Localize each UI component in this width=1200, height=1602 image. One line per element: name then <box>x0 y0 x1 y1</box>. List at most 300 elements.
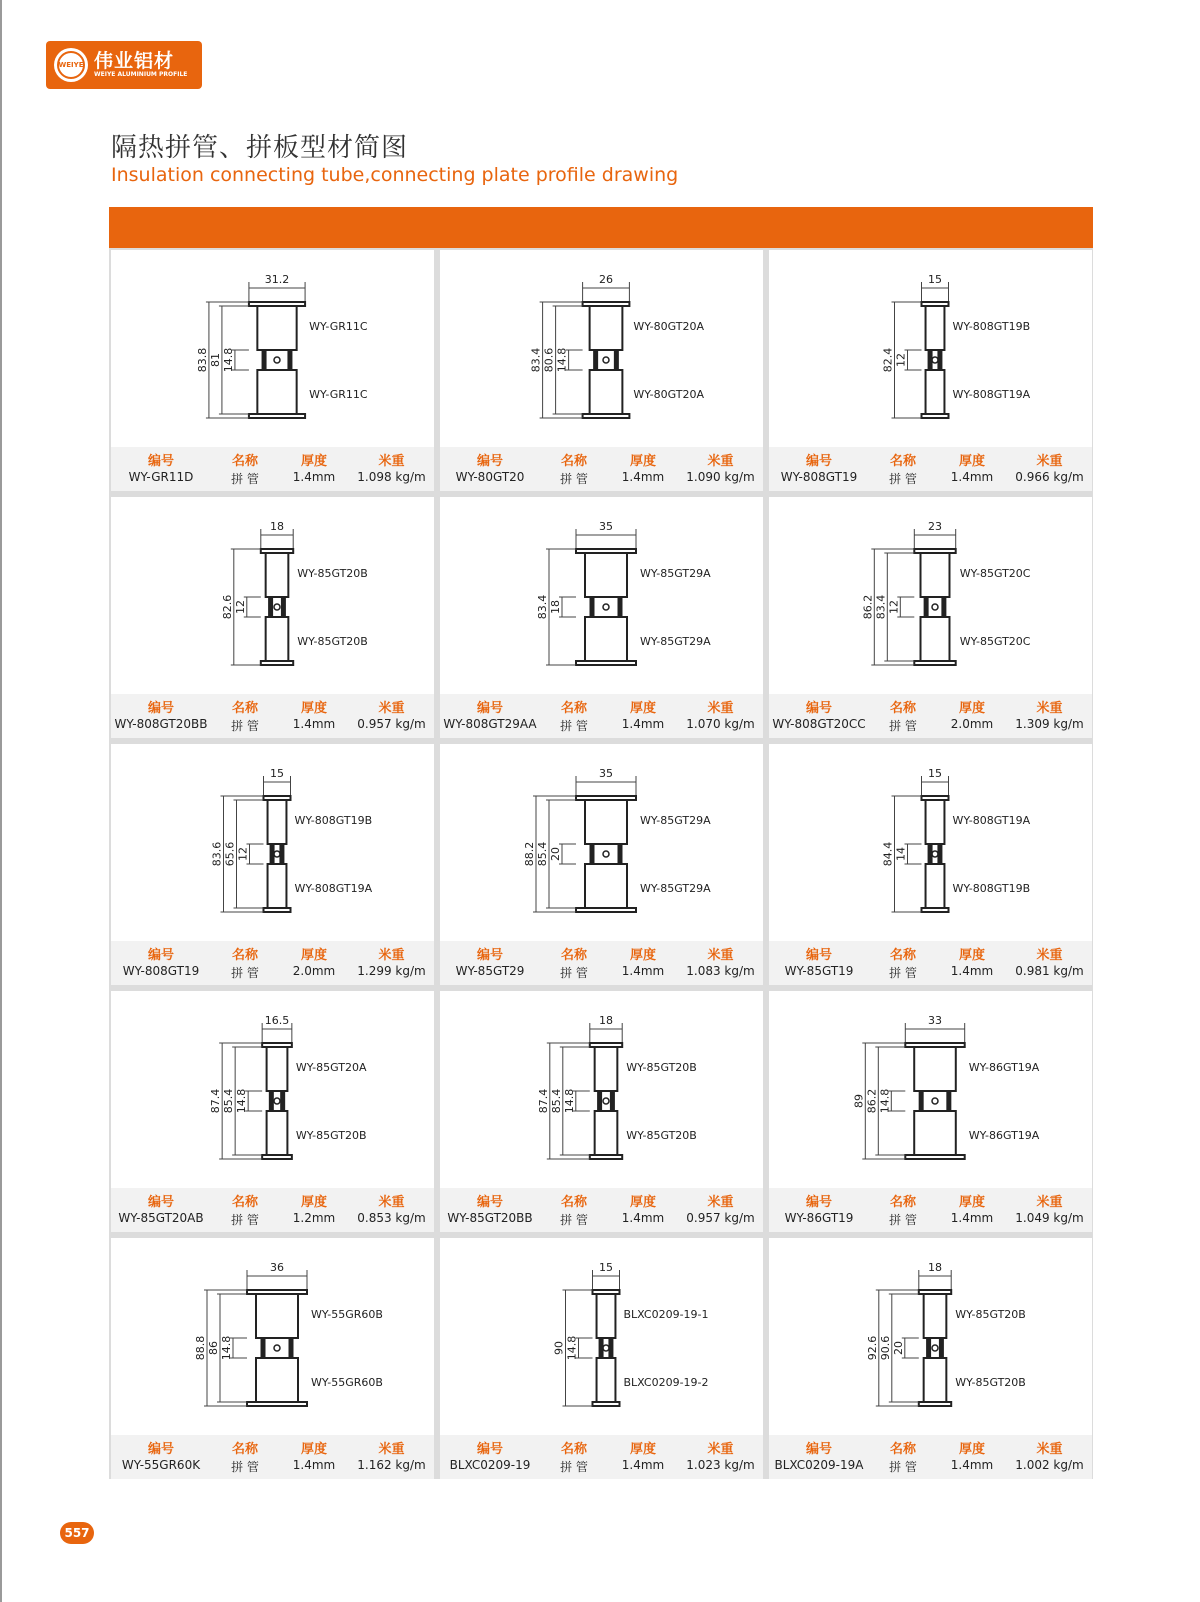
spec-name <box>869 941 937 985</box>
height-dimension-label: 86 <box>207 1341 220 1355</box>
spec-value-name: 拼 管 <box>560 1460 588 1474</box>
profile-upper-chamber <box>256 1294 298 1338</box>
height-dimension-label: 83.6 <box>210 841 224 867</box>
spec-label-weight: 米重 <box>707 454 734 469</box>
profile-drawing <box>111 250 434 447</box>
spec-value-thickness: 2.0mm <box>950 717 994 731</box>
spec-value-name: 拼 管 <box>889 472 917 486</box>
spec-label-weight: 米重 <box>1036 948 1063 963</box>
top-part-label: WY-808GT19B <box>952 320 1031 333</box>
spec-code <box>769 447 869 491</box>
profile-bottom-flange <box>576 908 636 912</box>
profile-lower-chamber <box>595 1111 618 1155</box>
thermal-break-strip <box>614 350 619 370</box>
spec-label-thickness: 厚度 <box>629 701 656 716</box>
spec-value-thickness: 1.4mm <box>621 964 665 978</box>
spec-value-name: 拼 管 <box>560 966 588 980</box>
bottom-part-label: BLXC0209-19-2 <box>623 1376 709 1389</box>
thermal-break-strip <box>590 844 595 864</box>
spec-code <box>111 941 211 985</box>
product-card <box>440 744 763 985</box>
spec-value-code: WY-808GT29AA <box>443 717 537 731</box>
spec-thickness <box>279 447 349 491</box>
spec-value-thickness: 1.4mm <box>292 1458 336 1472</box>
thermal-break-strip <box>281 597 286 617</box>
thermal-break-strip <box>287 350 292 370</box>
height-dimension-label: 12 <box>887 600 901 614</box>
spec-label-weight: 米重 <box>1036 701 1063 716</box>
profile-lower-chamber <box>256 1358 298 1402</box>
spec-value-weight: 1.049 kg/m <box>1015 1211 1084 1225</box>
spec-name <box>211 694 279 738</box>
profile-bottom-flange <box>576 661 636 665</box>
brand-name-cn: 伟业铝材 <box>94 50 175 72</box>
height-dimension-label: 20 <box>549 847 562 861</box>
spec-thickness <box>937 941 1007 985</box>
spec-value-weight: 0.957 kg/m <box>686 1211 755 1225</box>
brand-name-en: WEIYE ALUMINIUM PROFILE <box>94 71 188 78</box>
spec-label-name: 名称 <box>231 1195 258 1210</box>
spec-code <box>769 694 869 738</box>
profile-lower-chamber <box>597 1358 616 1402</box>
spec-label-thickness: 厚度 <box>958 701 985 716</box>
profile-lower-chamber <box>257 370 296 414</box>
spec-value-code: WY-85GT29 <box>455 964 525 978</box>
spec-value-code: WY-808GT19 <box>122 964 200 978</box>
spec-weight <box>349 447 434 491</box>
profile-bottom-flange <box>590 1155 622 1159</box>
spec-label-code: 编号 <box>805 701 832 716</box>
profile-bottom-flange <box>919 1402 951 1406</box>
profile-lower-chamber <box>585 617 627 661</box>
spec-label-weight: 米重 <box>1036 1195 1063 1210</box>
top-part-label: WY-85GT20C <box>959 567 1031 580</box>
height-dimension-label: 14.8 <box>221 347 235 373</box>
spec-value-code: WY-55GR60K <box>121 1458 201 1472</box>
spec-label-name: 名称 <box>231 701 258 716</box>
height-dimension-label: 14.8 <box>235 1088 249 1114</box>
spec-code <box>111 1188 211 1232</box>
profile-drawing <box>111 497 434 694</box>
spec-label-weight: 米重 <box>1036 454 1063 469</box>
spec-label-weight: 米重 <box>707 1442 734 1457</box>
profile-lower-chamber <box>268 864 287 908</box>
profile-upper-chamber <box>597 1294 616 1338</box>
profile-upper-chamber <box>926 800 945 844</box>
spec-name <box>211 1188 279 1232</box>
spec-label-name: 名称 <box>231 454 258 469</box>
profile-drawing <box>111 744 434 941</box>
profile-lower-chamber <box>924 1358 947 1402</box>
top-part-label: WY-85GT20B <box>626 1061 697 1074</box>
bottom-part-label: WY-85GT20B <box>297 635 368 648</box>
spec-value-name: 拼 管 <box>231 472 259 486</box>
bottom-part-label: WY-808GT19A <box>952 388 1031 401</box>
spec-thickness <box>937 694 1007 738</box>
height-dimension-label: 87.4 <box>536 1088 550 1114</box>
spec-label-thickness: 厚度 <box>958 454 985 469</box>
spec-value-code: WY-86GT19 <box>784 1211 854 1225</box>
spec-code <box>111 694 211 738</box>
spec-value-weight: 1.070 kg/m <box>686 717 755 731</box>
spec-value-thickness: 1.4mm <box>950 470 994 484</box>
top-part-label: WY-808GT19A <box>952 814 1031 827</box>
width-dimension-label: 15 <box>599 1261 613 1274</box>
spec-label-weight: 米重 <box>707 1195 734 1210</box>
spec-code <box>769 941 869 985</box>
profile-drawing <box>769 744 1092 941</box>
profile-bottom-flange <box>922 414 949 418</box>
spec-weight <box>1007 1188 1092 1232</box>
thermal-break-strip <box>919 1091 924 1111</box>
spec-label-code: 编号 <box>805 1442 832 1457</box>
product-card <box>440 1238 763 1479</box>
spec-label-code: 编号 <box>805 1195 832 1210</box>
spec-value-code: WY-808GT20BB <box>114 717 208 731</box>
spec-value-thickness: 1.4mm <box>621 1211 665 1225</box>
height-dimension-label: 82.4 <box>881 347 895 373</box>
spec-name <box>211 1435 279 1479</box>
spec-table <box>440 1188 763 1232</box>
spec-value-weight: 0.966 kg/m <box>1015 470 1084 484</box>
spec-value-code: WY-GR11D <box>128 470 194 484</box>
spec-value-name: 拼 管 <box>889 1460 917 1474</box>
thermal-break-strip <box>618 597 623 617</box>
spec-label-weight: 米重 <box>378 701 405 716</box>
thermal-break-strip <box>926 1338 931 1358</box>
top-part-label: WY-85GT29A <box>640 814 711 827</box>
spec-value-name: 拼 管 <box>560 719 588 733</box>
width-dimension-label: 18 <box>270 520 284 533</box>
spec-thickness <box>937 1188 1007 1232</box>
profile-drawing <box>769 1238 1092 1435</box>
bottom-part-label: WY-85GT20C <box>959 635 1031 648</box>
height-dimension-label: 86.2 <box>865 1088 879 1114</box>
thermal-break-strip <box>261 1338 266 1358</box>
spec-label-thickness: 厚度 <box>300 454 327 469</box>
spec-weight <box>1007 694 1092 738</box>
spec-label-code: 编号 <box>476 454 503 469</box>
spec-table <box>769 941 1092 985</box>
profile-lower-chamber <box>926 864 945 908</box>
spec-label-code: 编号 <box>147 454 174 469</box>
spec-value-thickness: 1.2mm <box>292 1211 336 1225</box>
connector-pin <box>932 357 938 363</box>
spec-weight <box>349 694 434 738</box>
top-part-label: WY-808GT19B <box>294 814 373 827</box>
spec-value-weight: 1.002 kg/m <box>1015 1458 1084 1472</box>
spec-label-name: 名称 <box>889 701 916 716</box>
spec-label-code: 编号 <box>147 1195 174 1210</box>
top-part-label: WY-85GT20A <box>295 1061 367 1074</box>
spec-value-code: WY-808GT20CC <box>772 717 866 731</box>
bottom-part-label: WY-55GR60B <box>311 1376 383 1389</box>
spec-label-name: 名称 <box>889 454 916 469</box>
profile-drawing <box>111 1238 434 1435</box>
top-part-label: WY-86GT19A <box>968 1061 1040 1074</box>
spec-name <box>869 694 937 738</box>
product-card <box>111 744 434 985</box>
profile-bottom-flange <box>583 414 630 418</box>
spec-label-name: 名称 <box>889 1195 916 1210</box>
globe-icon <box>54 48 88 82</box>
height-dimension-label: 82.6 <box>220 594 234 620</box>
profile-upper-chamber <box>257 306 296 350</box>
spec-value-weight: 0.957 kg/m <box>357 717 426 731</box>
profile-upper-chamber <box>590 306 623 350</box>
spec-name <box>540 1188 608 1232</box>
spec-value-code: WY-85GT19 <box>784 964 854 978</box>
height-dimension-label: 88.2 <box>523 841 536 867</box>
spec-weight <box>1007 941 1092 985</box>
spec-label-thickness: 厚度 <box>629 948 656 963</box>
spec-value-code: WY-80GT20 <box>455 470 525 484</box>
width-dimension-label: 15 <box>928 767 942 780</box>
height-dimension-label: 83.4 <box>874 594 888 620</box>
spec-value-name: 拼 管 <box>889 719 917 733</box>
spec-table <box>769 1435 1092 1479</box>
spec-thickness <box>608 1188 678 1232</box>
spec-label-name: 名称 <box>560 454 587 469</box>
product-grid <box>109 248 1093 1479</box>
height-dimension-label: 18 <box>549 600 562 614</box>
spec-table <box>111 941 434 985</box>
spec-code <box>440 1188 540 1232</box>
spec-code <box>440 941 540 985</box>
top-part-label: WY-85GT29A <box>640 567 711 580</box>
spec-value-thickness: 1.4mm <box>950 964 994 978</box>
width-dimension-label: 33 <box>928 1014 942 1027</box>
bottom-part-label: WY-80GT20A <box>633 388 705 401</box>
spec-label-thickness: 厚度 <box>629 1195 656 1210</box>
profile-upper-chamber <box>921 553 950 597</box>
profile-bottom-flange <box>593 1402 620 1406</box>
spec-thickness <box>937 1435 1007 1479</box>
spec-code <box>769 1188 869 1232</box>
profile-lower-chamber <box>926 370 945 414</box>
profile-lower-chamber <box>585 864 627 908</box>
top-part-label: WY-80GT20A <box>633 320 705 333</box>
spec-weight <box>1007 1435 1092 1479</box>
thermal-break-strip <box>941 597 946 617</box>
thermal-break-strip <box>262 350 267 370</box>
thermal-break-strip <box>268 597 273 617</box>
height-dimension-label: 83.4 <box>536 594 549 620</box>
spec-label-thickness: 厚度 <box>958 1442 985 1457</box>
product-card <box>769 497 1092 738</box>
spec-table <box>111 694 434 738</box>
spec-value-weight: 1.098 kg/m <box>357 470 426 484</box>
profile-drawing <box>769 497 1092 694</box>
product-card <box>440 250 763 491</box>
thermal-break-strip <box>939 1338 944 1358</box>
spec-label-name: 名称 <box>889 948 916 963</box>
profile-lower-chamber <box>914 1111 956 1155</box>
height-dimension-label: 14.8 <box>562 1088 576 1114</box>
profile-bottom-flange <box>264 908 291 912</box>
spec-value-name: 拼 管 <box>231 966 259 980</box>
top-part-label: WY-55GR60B <box>311 1308 383 1321</box>
spec-value-thickness: 1.4mm <box>621 1458 665 1472</box>
spec-weight <box>678 941 763 985</box>
profile-bottom-flange <box>262 1155 292 1159</box>
product-card <box>769 744 1092 985</box>
profile-bottom-flange <box>905 1155 964 1159</box>
bottom-part-label: WY-85GT20B <box>626 1129 697 1142</box>
profile-drawing <box>769 250 1092 447</box>
height-dimension-label: 83.8 <box>195 347 209 373</box>
spec-value-thickness: 1.4mm <box>621 717 665 731</box>
spec-thickness <box>279 694 349 738</box>
product-card <box>769 1238 1092 1479</box>
spec-weight <box>678 1435 763 1479</box>
top-part-label: WY-85GT20B <box>297 567 368 580</box>
spec-value-name: 拼 管 <box>231 1213 259 1227</box>
profile-bottom-flange <box>247 1402 307 1406</box>
spec-value-weight: 0.981 kg/m <box>1015 964 1084 978</box>
bottom-part-label: WY-85GT29A <box>640 882 711 895</box>
bottom-part-label: WY-86GT19A <box>968 1129 1040 1142</box>
spec-thickness <box>608 447 678 491</box>
spec-value-weight: 1.162 kg/m <box>357 1458 426 1472</box>
connector-pin <box>932 604 938 610</box>
spec-value-name: 拼 管 <box>560 1213 588 1227</box>
profile-upper-chamber <box>267 1047 288 1091</box>
connector-pin <box>274 357 280 363</box>
page-edge-rule <box>0 0 2 1602</box>
spec-name <box>211 941 279 985</box>
profile-lower-chamber <box>590 370 623 414</box>
profile-upper-chamber <box>914 1047 956 1091</box>
spec-code <box>440 447 540 491</box>
spec-label-name: 名称 <box>560 1195 587 1210</box>
height-dimension-label: 14.8 <box>565 1335 579 1361</box>
connector-pin <box>603 604 609 610</box>
spec-label-name: 名称 <box>560 1442 587 1457</box>
product-card <box>440 497 763 738</box>
connector-pin <box>603 357 609 363</box>
spec-label-code: 编号 <box>476 948 503 963</box>
spec-thickness <box>279 1435 349 1479</box>
profile-upper-chamber <box>268 800 287 844</box>
bottom-part-label: WY-85GT29A <box>640 635 711 648</box>
height-dimension-label: 85.4 <box>222 1088 236 1114</box>
product-card <box>440 991 763 1232</box>
bottom-part-label: WY-808GT19A <box>294 882 373 895</box>
top-part-label: WY-GR11C <box>309 320 368 333</box>
width-dimension-label: 31.2 <box>264 273 290 286</box>
width-dimension-label: 23 <box>928 520 942 533</box>
profile-upper-chamber <box>585 553 627 597</box>
spec-label-code: 编号 <box>147 1442 174 1457</box>
height-dimension-label: 89 <box>852 1094 866 1108</box>
spec-weight <box>349 1435 434 1479</box>
spec-label-thickness: 厚度 <box>300 701 327 716</box>
spec-value-code: WY-85GT20BB <box>447 1211 533 1225</box>
height-dimension-label: 86.2 <box>861 594 875 620</box>
spec-thickness <box>608 941 678 985</box>
height-dimension-label: 65.6 <box>223 841 237 867</box>
width-dimension-label: 15 <box>928 273 942 286</box>
thermal-break-strip <box>289 1338 294 1358</box>
spec-label-thickness: 厚度 <box>300 1195 327 1210</box>
height-dimension-label: 92.6 <box>865 1335 879 1361</box>
spec-label-code: 编号 <box>476 1195 503 1210</box>
spec-value-weight: 1.299 kg/m <box>357 964 426 978</box>
bottom-part-label: WY-808GT19B <box>952 882 1031 895</box>
spec-code <box>440 1435 540 1479</box>
spec-weight <box>349 941 434 985</box>
spec-label-thickness: 厚度 <box>300 1442 327 1457</box>
spec-label-thickness: 厚度 <box>958 948 985 963</box>
spec-thickness <box>279 1188 349 1232</box>
height-dimension-label: 14.8 <box>878 1088 892 1114</box>
height-dimension-label: 90 <box>552 1341 566 1355</box>
spec-table <box>440 694 763 738</box>
spec-value-thickness: 1.4mm <box>292 470 336 484</box>
spec-value-weight: 1.309 kg/m <box>1015 717 1084 731</box>
profile-drawing <box>769 991 1092 1188</box>
spec-table <box>440 1435 763 1479</box>
spec-label-weight: 米重 <box>707 948 734 963</box>
profile-bottom-flange <box>249 414 305 418</box>
profile-lower-chamber <box>266 617 289 661</box>
spec-label-name: 名称 <box>560 701 587 716</box>
width-dimension-label: 18 <box>928 1261 942 1274</box>
spec-value-thickness: 1.4mm <box>950 1211 994 1225</box>
spec-label-code: 编号 <box>147 948 174 963</box>
spec-label-code: 编号 <box>147 701 174 716</box>
thermal-break-strip <box>593 350 598 370</box>
spec-weight <box>349 1188 434 1232</box>
profile-bottom-flange <box>261 661 293 665</box>
product-card <box>769 250 1092 491</box>
profile-upper-chamber <box>926 306 945 350</box>
spec-label-code: 编号 <box>476 701 503 716</box>
profile-upper-chamber <box>585 800 627 844</box>
width-dimension-label: 35 <box>599 767 613 780</box>
product-card <box>111 250 434 491</box>
spec-label-code: 编号 <box>805 454 832 469</box>
profile-upper-chamber <box>924 1294 947 1338</box>
profile-upper-chamber <box>266 553 289 597</box>
spec-value-name: 拼 管 <box>560 472 588 486</box>
spec-label-name: 名称 <box>560 948 587 963</box>
thermal-break-strip <box>946 1091 951 1111</box>
width-dimension-label: 26 <box>599 273 613 286</box>
spec-value-name: 拼 管 <box>889 966 917 980</box>
spec-name <box>540 1435 608 1479</box>
spec-value-name: 拼 管 <box>231 1460 259 1474</box>
product-card <box>111 1238 434 1479</box>
spec-label-thickness: 厚度 <box>300 948 327 963</box>
width-dimension-label: 18 <box>599 1014 613 1027</box>
connector-pin <box>603 1345 609 1351</box>
width-dimension-label: 36 <box>270 1261 284 1274</box>
spec-name <box>869 1435 937 1479</box>
profile-bottom-flange <box>922 908 949 912</box>
spec-value-weight: 1.083 kg/m <box>686 964 755 978</box>
profile-bottom-flange <box>914 661 955 665</box>
thermal-break-strip <box>610 1091 615 1111</box>
spec-table <box>111 447 434 491</box>
spec-value-weight: 1.090 kg/m <box>686 470 755 484</box>
bottom-part-label: WY-85GT20B <box>955 1376 1026 1389</box>
spec-name <box>540 447 608 491</box>
connector-pin <box>932 851 938 857</box>
section-header-bar <box>109 207 1093 248</box>
spec-code <box>111 447 211 491</box>
